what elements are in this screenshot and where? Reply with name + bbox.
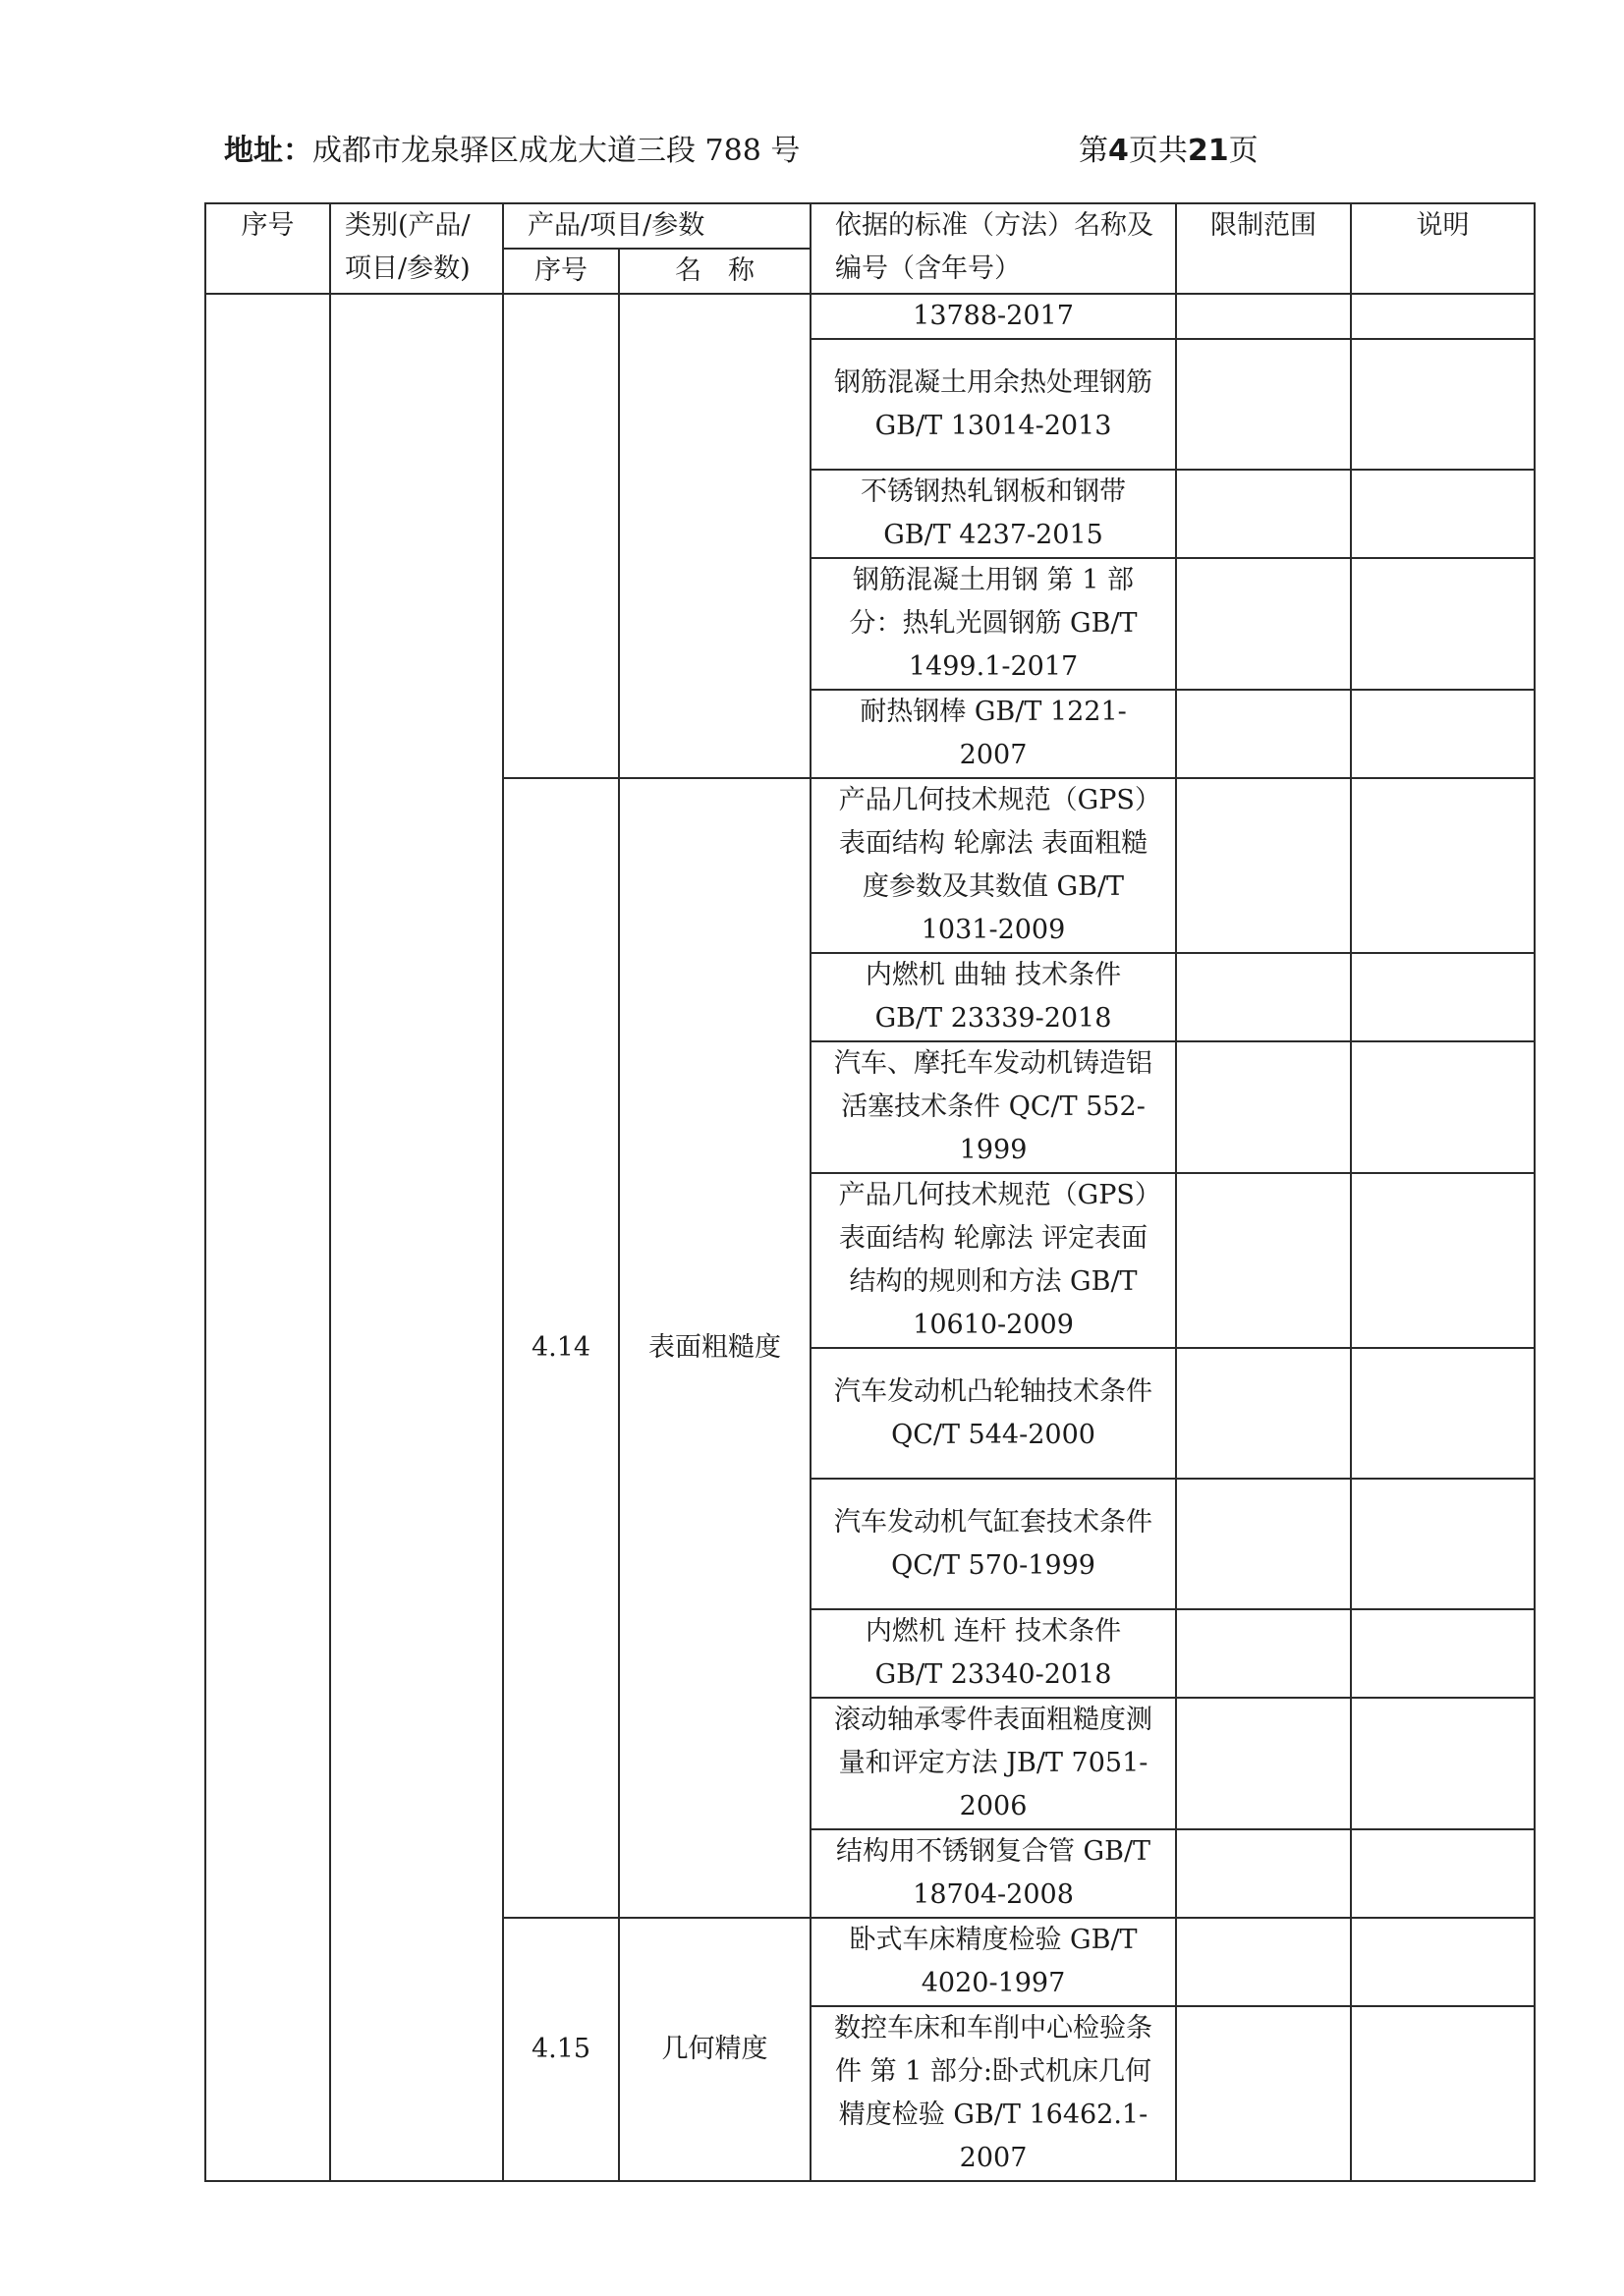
limit-cell <box>1176 1479 1351 1609</box>
standard-cell: 钢筋混凝土用钢 第 1 部分：热轧光圆钢筋 GB/T 1499.1-2017 <box>811 558 1176 690</box>
remark-cell <box>1351 690 1535 778</box>
table-header <box>205 203 1535 294</box>
standard-cell: 产品几何技术规范（GPS）表面结构 轮廓法 表面粗糙度参数及其数值 GB/T 1031-2009 <box>811 778 1176 953</box>
standard-cell: 汽车发动机凸轮轴技术条件 QC/T 544-2000 <box>811 1348 1176 1479</box>
page-indicator <box>1079 126 1259 169</box>
page-current: 4 <box>1108 134 1129 168</box>
limit-cell <box>1176 1829 1351 1918</box>
limit-cell <box>1176 1609 1351 1698</box>
sub-name-cell: 几何精度 <box>619 1918 811 2181</box>
remark-cell <box>1351 1609 1535 1698</box>
limit-cell <box>1176 1918 1351 2006</box>
standard-cell: 内燃机 曲轴 技术条件 GB/T 23339-2018 <box>811 953 1176 1041</box>
limit-cell <box>1176 339 1351 470</box>
remark-cell <box>1351 1918 1535 2006</box>
standard-cell: 产品几何技术规范（GPS）表面结构 轮廓法 评定表面结构的规则和方法 GB/T 10610-2009 <box>811 1173 1176 1348</box>
standards-table <box>204 202 1536 2182</box>
remark-cell <box>1351 1348 1535 1479</box>
address-label: 地址： <box>224 134 312 168</box>
sub-seq-cell: 4.14 <box>503 778 619 1918</box>
limit-cell <box>1176 558 1351 690</box>
page-suffix: 页 <box>1228 134 1259 168</box>
sub-seq-cell <box>503 294 619 778</box>
remark-cell <box>1351 1829 1535 1918</box>
header-sub-name: 名 称 <box>619 249 811 294</box>
address-text: 成都市龙泉驿区成龙大道三段 788 号 <box>312 134 801 168</box>
seq-cell <box>205 294 330 2181</box>
limit-cell <box>1176 1041 1351 1173</box>
table-body <box>205 294 1535 2181</box>
header-product-group: 产品/项目/参数 <box>503 203 811 249</box>
sub-seq-cell: 4.15 <box>503 1918 619 2181</box>
remark-cell <box>1351 1479 1535 1609</box>
standard-cell: 耐热钢棒 GB/T 1221-2007 <box>811 690 1176 778</box>
standard-cell: 13788-2017 <box>811 294 1176 339</box>
standard-cell: 结构用不锈钢复合管 GB/T 18704-2008 <box>811 1829 1176 1918</box>
header-sub-seq: 序号 <box>503 249 619 294</box>
remark-cell <box>1351 558 1535 690</box>
remark-cell <box>1351 294 1535 339</box>
remark-cell <box>1351 2006 1535 2181</box>
standard-cell: 汽车发动机气缸套技术条件 QC/T 570-1999 <box>811 1479 1176 1609</box>
remark-cell <box>1351 470 1535 558</box>
standard-cell: 钢筋混凝土用余热处理钢筋 GB/T 13014-2013 <box>811 339 1176 470</box>
remark-cell <box>1351 1173 1535 1348</box>
limit-cell <box>1176 1173 1351 1348</box>
limit-cell <box>1176 1348 1351 1479</box>
address <box>224 126 800 169</box>
header-seq: 序号 <box>205 203 330 294</box>
remark-cell <box>1351 1698 1535 1829</box>
limit-cell <box>1176 1698 1351 1829</box>
standard-cell: 卧式车床精度检验 GB/T 4020-1997 <box>811 1918 1176 2006</box>
limit-cell <box>1176 953 1351 1041</box>
page-total: 21 <box>1187 134 1229 168</box>
sub-name-cell: 表面粗糙度 <box>619 778 811 1918</box>
page-mid: 页共 <box>1128 134 1188 168</box>
standard-cell: 滚动轴承零件表面粗糙度测量和评定方法 JB/T 7051-2006 <box>811 1698 1176 1829</box>
remark-cell <box>1351 1041 1535 1173</box>
page-prefix: 第 <box>1079 134 1108 168</box>
header-limit: 限制范围 <box>1176 203 1351 294</box>
standard-cell: 不锈钢热轧钢板和钢带 GB/T 4237-2015 <box>811 470 1176 558</box>
header-remark: 说明 <box>1351 203 1535 294</box>
standard-cell: 汽车、摩托车发动机铸造铝活塞技术条件 QC/T 552-1999 <box>811 1041 1176 1173</box>
remark-cell <box>1351 339 1535 470</box>
remark-cell <box>1351 778 1535 953</box>
category-cell <box>330 294 503 2181</box>
standard-cell: 数控车床和车削中心检验条件 第 1 部分:卧式机床几何精度检验 GB/T 16462.1-2007 <box>811 2006 1176 2181</box>
limit-cell <box>1176 690 1351 778</box>
limit-cell <box>1176 294 1351 339</box>
limit-cell <box>1176 778 1351 953</box>
header-category: 类别(产品/项目/参数) <box>330 203 503 294</box>
table-row <box>205 294 1535 339</box>
header-standard: 依据的标准（方法）名称及编号（含年号） <box>811 203 1176 294</box>
page-header <box>224 126 1305 175</box>
remark-cell <box>1351 953 1535 1041</box>
limit-cell <box>1176 470 1351 558</box>
limit-cell <box>1176 2006 1351 2181</box>
standard-cell: 内燃机 连杆 技术条件 GB/T 23340-2018 <box>811 1609 1176 1698</box>
sub-name-cell <box>619 294 811 778</box>
